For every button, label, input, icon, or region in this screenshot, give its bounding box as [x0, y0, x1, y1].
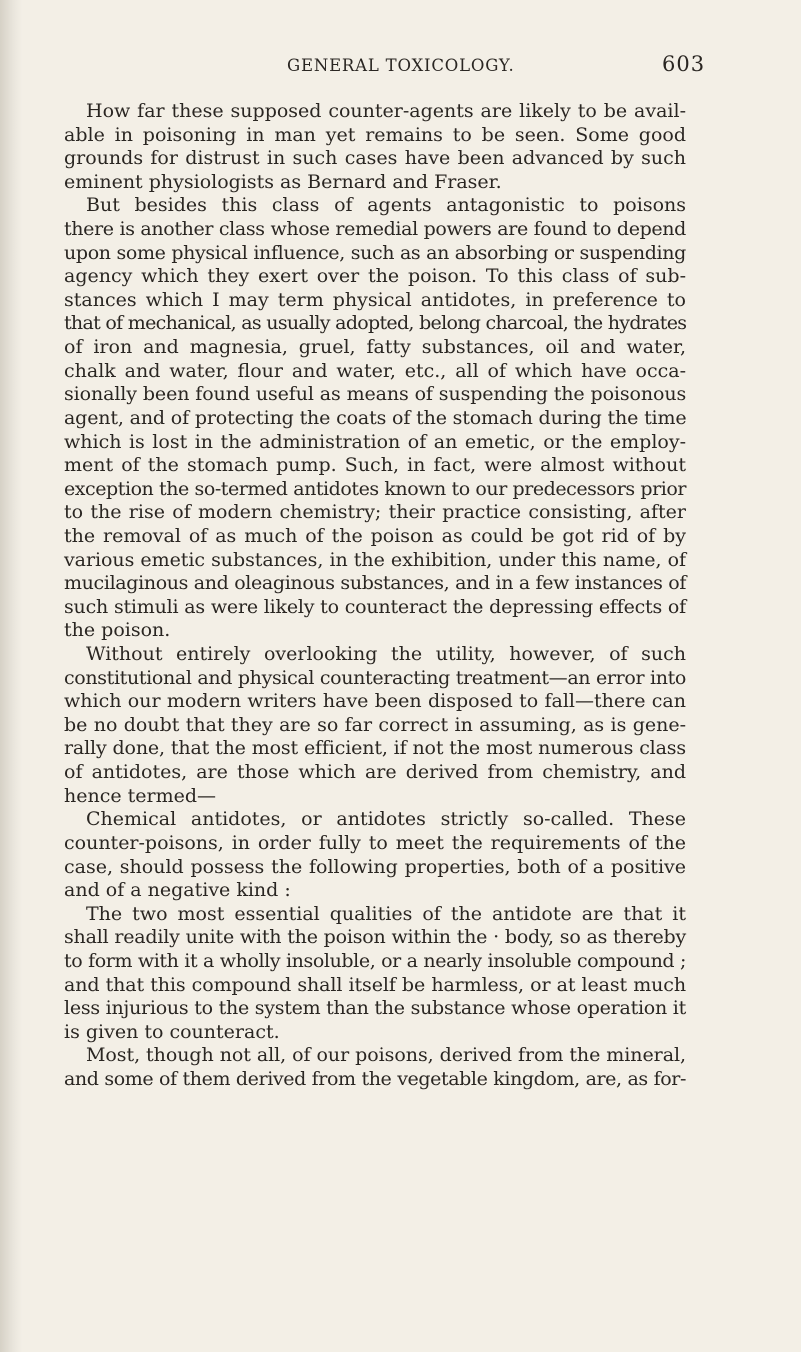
- text-line: agency which they exert over the poison. To this class of sub-: [64, 265, 686, 288]
- text-line: there is another class whose remedial powers are found to depend: [64, 218, 686, 241]
- text-line: hence termed—: [64, 784, 217, 807]
- text-line: is given to counteract.: [64, 1020, 280, 1043]
- text-line: to form with it a wholly insoluble, or a nearly insoluble compound ;: [64, 949, 686, 972]
- text-line: and of a negative kind :: [64, 879, 291, 902]
- text-line: The two most essential qualities of the antidote are that it: [86, 902, 686, 925]
- text-line: the removal of as much of the poison as could be got rid of by: [64, 524, 686, 547]
- page-edge-shadow: [0, 0, 22, 1352]
- text-line: chalk and water, flour and water, etc., all of which have occa-: [64, 359, 686, 382]
- text-line: and that this compound shall itself be harmless, or at least much: [64, 973, 686, 996]
- text-line: of iron and magnesia, gruel, fatty substances, oil and water,: [64, 336, 686, 359]
- text-line: of antidotes, are those which are derived from chemistry, and: [64, 761, 686, 784]
- text-line: But besides this class of agents antagonistic to poisons: [86, 194, 686, 217]
- text-line: eminent physiologists as Bernard and Fraser.: [64, 170, 502, 193]
- body-text: [64, 100, 686, 1092]
- page-header: [0, 52, 801, 80]
- text-line: to the rise of modern chemistry; their practice consisting, after: [64, 501, 686, 524]
- text-line: stances which I may term physical antidotes, in preference to: [64, 288, 686, 311]
- text-line: able in poisoning in man yet remains to be seen. Some good: [64, 123, 686, 146]
- text-line: Most, though not all, of our poisons, derived from the mineral,: [86, 1044, 686, 1067]
- text-line: constitutional and physical counteracting treatment—an error into: [64, 666, 686, 689]
- text-line: and some of them derived from the vegetable kingdom, are, as for-: [64, 1067, 686, 1090]
- text-line: agent, and of protecting the coats of the stomach during the time: [64, 406, 687, 429]
- text-line: upon some physical influence, such as an absorbing or suspending: [64, 241, 686, 264]
- text-line: counter-poisons, in order fully to meet the requirements of the: [64, 831, 686, 854]
- running-title: GENERAL TOXICOLOGY.: [287, 56, 515, 75]
- text-line: rally done, that the most efficient, if not the most numerous class: [64, 737, 686, 760]
- text-line: exception the so-termed antidotes known to our predecessors prior: [64, 477, 686, 500]
- text-line: which our modern writers have been disposed to fall—there can: [64, 690, 686, 713]
- text-line: Chemical antidotes, or antidotes strictly so-called. These: [86, 808, 686, 831]
- page-number: 603: [662, 52, 706, 76]
- text-line: which is lost in the administration of an emetic, or the employ-: [64, 430, 686, 453]
- text-line: sionally been found useful as means of suspending the poisonous: [64, 383, 687, 406]
- text-line: grounds for distrust in such cases have been advanced by such: [64, 147, 686, 170]
- text-line: less injurious to the system than the substance whose operation it: [64, 997, 686, 1020]
- text-line: shall readily unite with the poison within the · body, so as thereby: [64, 926, 686, 949]
- text-line: case, should possess the following properties, both of a positive: [64, 855, 686, 878]
- text-line: How far these supposed counter-agents are likely to be avail-: [86, 100, 686, 122]
- text-line: be no doubt that they are so far correct in assuming, as is gene-: [64, 713, 686, 736]
- text-line: ment of the stomach pump. Such, in fact, were almost without: [64, 454, 686, 477]
- text-line: Without entirely overlooking the utility, however, of such: [86, 643, 686, 666]
- text-line: that of mechanical, as usually adopted, belong charcoal, the hydrates: [64, 312, 687, 335]
- text-line: mucilaginous and oleaginous substances, and in a few instances of: [64, 572, 686, 595]
- text-line: such stimuli as were likely to counteract the depressing effects of: [64, 595, 686, 618]
- text-line: the poison.: [64, 619, 171, 642]
- text-line: various emetic substances, in the exhibition, under this name, of: [64, 548, 686, 571]
